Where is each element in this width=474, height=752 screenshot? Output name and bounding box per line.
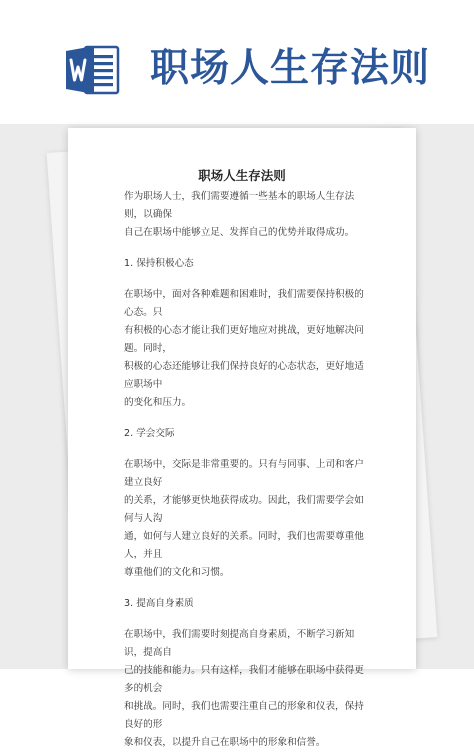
paragraph-line: 和挑战。同时，我们也需要注重自己的形象和仪表，保持良好的形 [124, 701, 364, 730]
paragraph-line: 的变化和压力。 [124, 397, 192, 408]
paragraph-line: 尊重他们的文化和习惯。 [124, 567, 230, 578]
paragraph-line: 在职场中，面对各种难题和困难时，我们需要保持积极的心态。只 [124, 289, 364, 318]
paragraph-line: 己的技能和能力。只有这样，我们才能够在职场中获得更多的机会 [124, 665, 364, 694]
paragraph-line: 通，如何与人建立良好的关系。同时，我们也需要尊重他人，并且 [124, 531, 364, 560]
section-heading: 2. 学会交际 [124, 428, 175, 439]
paragraph-line: 象和仪表，以提升自己在职场中的形象和信誉。 [124, 737, 326, 748]
word-icon [64, 41, 122, 99]
section-heading: 3. 提高自身素质 [124, 598, 194, 609]
paragraph-line: 积极的心态还能够让我们保持良好的心态状态，更好地适应职场中 [124, 361, 364, 390]
banner-title: 职场人生存法则 [150, 46, 431, 91]
section-heading: 1. 保持积极心态 [124, 258, 194, 269]
paragraph-line: 在职场中，交际是非常重要的。只有与同事、上司和客户建立良好 [124, 459, 364, 488]
paragraph-line: 在职场中，我们需要时刻提高自身素质，不断学习新知识，提高自 [124, 629, 355, 658]
document-title: 职场人生存法则 [198, 168, 286, 183]
paragraph-line: 的关系，才能够更快地获得成功。因此，我们需要学会如何与人沟 [124, 495, 364, 524]
document-page [68, 128, 416, 748]
paragraph-line: 有积极的心态才能让我们更好地应对挑战，更好地解决问题。同时， [124, 325, 364, 354]
paragraph-line: 作为职场人士，我们需要遵循一些基本的职场人生存法则，以确保 [124, 191, 355, 220]
paragraph-line: 自己在职场中能够立足、发挥自己的优势并取得成功。 [124, 227, 355, 238]
document-body [124, 188, 372, 752]
banner [0, 0, 474, 130]
